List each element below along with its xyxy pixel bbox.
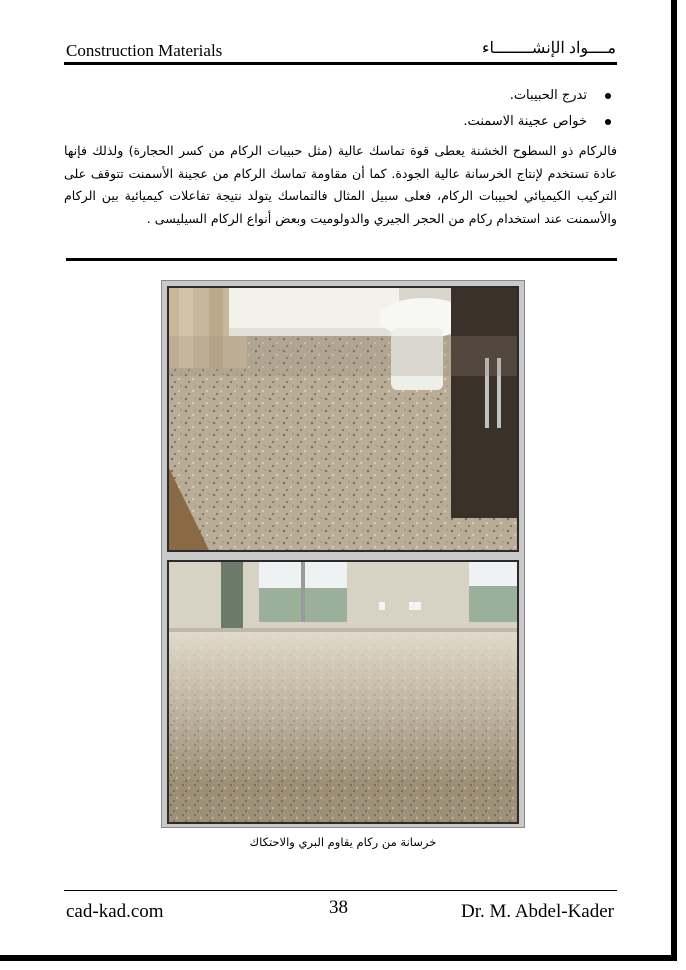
bullet-icon (605, 119, 611, 125)
header-divider (64, 62, 617, 65)
header-title-english: Construction Materials (66, 41, 223, 60)
page-number: 38 (329, 897, 348, 918)
figure-caption: خرسانة من ركام يقاوم البري والاحتكاك (249, 835, 437, 849)
list-item (117, 83, 617, 109)
bullet-icon (605, 93, 611, 99)
footer-divider (64, 890, 617, 891)
footer-website: cad-kad.com (66, 901, 164, 922)
body-paragraph: فالركام ذو السطوح الخشنة يعطى قوة تماسك عالية (مثل حبيبات الركام من كسر الحجارة) ولذلك فإنها عادة تستخدم لإنتاج الخرسانة عالية الجودة. كما أن مقاومة تماسك الركام من عجينة الأسمنت تتوقف على التركيب الكيميائي لحبيبات الركام، فعلى سبيل المثال فالتماسك يتولد نتيجة تفاعلات كيميائية بين الركام والأسمنت عند استخدام ركام من الحجر الجيري والدولوميت وبعض أنواع الركام السيليسى . (64, 143, 617, 226)
footer-author: Dr. M. Abdel-Kader (460, 901, 614, 922)
room-floor-photo (167, 560, 519, 824)
figure (161, 280, 525, 828)
list-item-text: تدرج الحبيبات. (509, 88, 587, 103)
bullet-list (117, 83, 617, 135)
list-item (117, 109, 617, 135)
bathroom-floor-photo (167, 286, 519, 552)
section-divider (66, 258, 617, 261)
list-item-text: خواص عجينة الاسمنت. (463, 114, 587, 129)
header-title-arabic: مــــواد الإنشــــــــاء (482, 40, 616, 57)
